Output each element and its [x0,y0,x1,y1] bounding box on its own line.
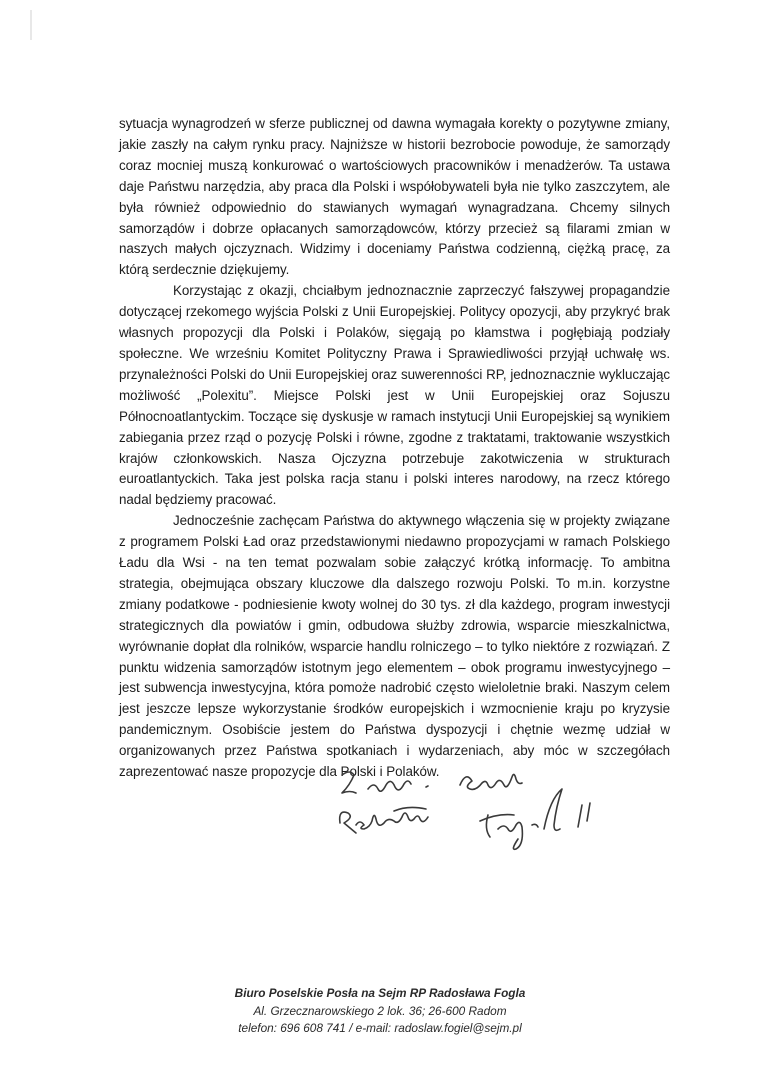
paragraph-2: Korzystając z okazji, chciałbym jednoznacznie zaprzeczyć fałszywej propagandzie dotyczącej rzekomego wyjścia Polski z Unii Europejskiej. Politycy opozycji, aby przykryć brak własnych propozycji dla Polski i Polaków, sięgają po kłamstwa i pogłębiają podziały społeczne. We wrześniu Komitet Polityczny Prawa i Sprawiedliwości przyjął uchwałę ws. przynależności Polski do Unii Europejskiej oraz suwerenności RP, jednoznacznie wykluczając możliwość „Polexitu”. Miejsce Polski jest w Unii Europejskiej oraz Sojuszu Północnoatlantyckim. Toczące się dyskusje w ramach instytucji Unii Europejskiej są wynikiem zabiegania przez rząd o pozycję Polski i równe, zgodne z traktatami, traktowanie wszystkich krajów członkowskich. Nasza Ojczyzna potrzebuje zakotwiczenia w strukturach euroatlantyckich. Taka jest polska racja stanu i polski interes narodowy, na rzecz którego nadal będziemy pracować. [119,283,670,508]
handwritten-signature [320,765,620,865]
signature-drawing [320,765,620,865]
paragraph-3: Jednocześnie zachęcam Państwa do aktywnego włączenia się w projekty związane z programem Polski Ład oraz przedstawionymi niedawno propozycjami w ramach Polskiego Ładu dla Wsi - na ten temat pozwalam sobie załączyć krótką informację. To ambitna strategia, obejmująca obszary kluczowe dla dalszego rozwoju Polski. To m.in. korzystne zmiany podatkowe - podniesienie kwoty wolnej do 30 tys. zł dla każdego, program inwestycji strategicznych dla powiatów i gmin, odbudowa służby zdrowia, wsparcie mieszkalnictwa, wyrównanie dopłat dla rolników, wsparcie handlu rolniczego – to tylko niektóre z rozwiązań. Z punktu widzenia samorządów istotnym jego elementem – obok programu inwestycyjnego – jest subwencja inwestycyjna, która pomoże nadrobić często wieloletnie braki. Naszym celem jest jeszcze lepsze wykorzystanie środków europejskich i wzmocnienie kraju po kryzysie pandemicznym. Osobiście jestem do Państwa dyspozycji i chętnie wezmę udział w organizowanych przez Państwa spotkaniach i wydarzeniach, aby móc w szczegółach zaprezentować nasze propozycje dla Polski i Polaków. [119,513,670,780]
letter-body [119,114,670,783]
office-contact: telefon: 696 608 741 / e-mail: radoslaw.fogiel@sejm.pl [238,1021,522,1035]
scan-edge-mark [30,10,32,40]
office-address: Al. Grzecznarowskiego 2 lok. 36; 26-600 Radom [253,1003,507,1018]
letter-footer [150,985,610,1038]
paragraph-1: sytuacja wynagrodzeń w sferze publicznej od dawna wymagała korekty o pozytywne zmiany, jakie zaszły na całym rynku pracy. Najniższe w historii bezrobocie powoduje, że samorządy coraz mocniej muszą konkurować o wartościowych pracowników i menadżerów. Ta ustawa daje Państwu narzędzia, aby praca dla Polski i współobywateli była nie tylko zaszczytem, ale była również odpowiednio do stawianych wymagań wynagradzana. Chcemy silnych samorządów i dobrze opłacanych samorządowców, którzy przecież są filarami zmian w naszych małych ojczyznach. Widzimy i doceniamy Państwa codzienną, ciężką pracę, za którą serdecznie dziękujemy. [119,116,670,278]
office-name: Biuro Poselskie Posła na Sejm RP Radosława Fogla [234,986,526,1000]
